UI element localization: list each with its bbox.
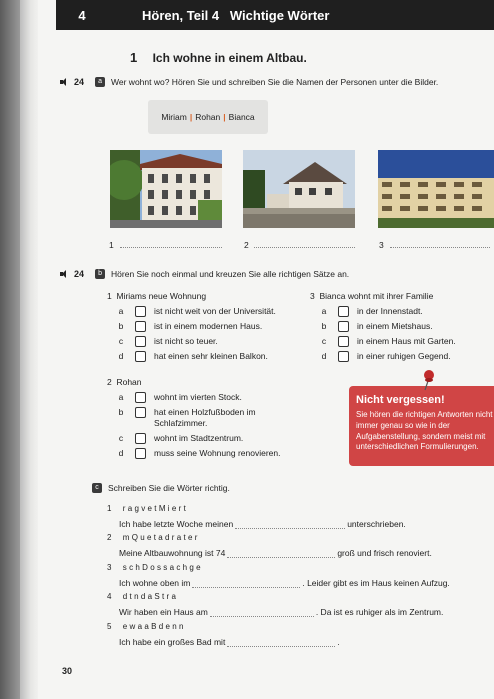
checkbox[interactable] [135, 448, 146, 459]
answer-blank-2[interactable] [227, 549, 335, 558]
answer-blank-5[interactable] [227, 638, 335, 647]
q3-option-d[interactable]: d in einer ruhigen Gegend. [321, 351, 451, 361]
checkbox[interactable] [135, 336, 146, 347]
checkbox[interactable] [135, 306, 146, 317]
audio-track-number: 24 [74, 269, 85, 279]
q2-option-a[interactable]: a wohnt im vierten Stock. [118, 392, 242, 402]
checkbox[interactable] [135, 433, 146, 444]
note-body: Sie hören die richtigen Antworten nicht immer genau so wie in der Aufgabenstellung, sondern meist mit unterschiedlichen Formulierungen. [356, 410, 493, 452]
photo-house-garden [243, 150, 355, 228]
task-c-instruction: Schreiben Sie die Wörter richtig. [108, 483, 230, 493]
task-b-row [60, 269, 349, 279]
pushpin-icon [421, 369, 437, 396]
q1-option-a[interactable]: a ist nicht weit von der Universität. [118, 306, 276, 316]
checkbox[interactable] [338, 321, 349, 332]
checkbox[interactable] [338, 336, 349, 347]
photo-apartment-block [378, 150, 494, 228]
q3-option-b[interactable]: b in einem Mietshaus. [321, 321, 433, 331]
task-a-label: a [95, 77, 105, 87]
name-box: Miriam | Rohan | Bianca [148, 100, 268, 134]
q3-option-c[interactable]: c in einem Haus mit Garten. [321, 336, 456, 346]
answer-blank-1[interactable] [235, 520, 345, 529]
answer-blank-3[interactable] [192, 579, 300, 588]
checkbox[interactable] [135, 392, 146, 403]
audio-speaker-icon[interactable] [60, 270, 70, 278]
question-3-title: 3 Bianca wohnt mit ihrer Familie [310, 291, 434, 301]
audio-track-number: 24 [74, 77, 85, 87]
header-title: Hören, Teil 4 Wichtige Wörter [142, 7, 330, 23]
name-bianca: Bianca [228, 112, 255, 122]
checkbox[interactable] [135, 407, 146, 418]
q1-option-d[interactable]: d hat einen sehr kleinen Balkon. [118, 351, 268, 361]
question-1-title: 1 Miriams neue Wohnung [107, 291, 207, 301]
checkbox[interactable] [338, 351, 349, 362]
q2-option-d[interactable]: d muss seine Wohnung renovieren. [118, 448, 281, 458]
scramble-3: 3 schDossachge [107, 563, 203, 572]
section-title-text: Ich wohne in einem Altbau. [152, 51, 307, 65]
q2-option-c[interactable]: c wohnt im Stadtzentrum. [118, 433, 244, 443]
scramble-5: 5 ewaaBdenn [107, 622, 186, 631]
name-rohan: Rohan [195, 112, 221, 122]
photo-number-2: 2 [244, 240, 249, 250]
scramble-4: 4 dtndaStra [107, 592, 179, 601]
photo-number-3: 3 [379, 240, 384, 250]
section-title [130, 50, 307, 65]
workbook-page [38, 0, 494, 699]
section-number: 1 [130, 50, 138, 65]
answer-line-3[interactable] [390, 247, 490, 248]
name-miriam: Miriam [161, 112, 187, 122]
answer-line-1[interactable] [120, 247, 222, 248]
scramble-1: 1 ragvetMiert [107, 504, 189, 513]
page-number: 30 [62, 666, 73, 676]
task-b-label: b [95, 269, 105, 279]
chapter-header [56, 0, 494, 30]
task-c-row [92, 483, 230, 493]
q3-option-a[interactable]: a in der Innenstadt. [321, 306, 423, 316]
sentence-5: Ich habe ein großes Bad mit . [119, 637, 340, 647]
q2-option-b[interactable]: b hat einen Holzfußboden im Schlafzimmer. [118, 407, 256, 429]
audio-speaker-icon[interactable] [60, 78, 70, 86]
note-title: Nicht vergessen! [356, 394, 445, 406]
photo-number-1: 1 [109, 240, 114, 250]
task-c-label: c [92, 483, 102, 493]
sentence-2: Meine Altbauwohnung ist 74 groß und frisch renoviert. [119, 548, 432, 558]
checkbox[interactable] [135, 351, 146, 362]
photo-altbau [110, 150, 222, 228]
answer-line-2[interactable] [254, 247, 355, 248]
task-b-instruction: Hören Sie noch einmal und kreuzen Sie alle richtigen Sätze an. [111, 269, 350, 279]
answer-blank-4[interactable] [210, 608, 314, 617]
scramble-2: 2 mQuetadrater [107, 533, 200, 542]
sentence-1: Ich habe letzte Woche meinen unterschrieben. [119, 519, 406, 529]
q1-option-b[interactable]: b ist in einem modernen Haus. [118, 321, 263, 331]
task-a-instruction: Wer wohnt wo? Hören Sie und schreiben Sie die Namen der Personen unter die Bilder. [111, 77, 439, 87]
chapter-number: 4 [78, 7, 86, 23]
tip-note [349, 386, 494, 466]
checkbox[interactable] [135, 321, 146, 332]
checkbox[interactable] [338, 306, 349, 317]
q1-option-c[interactable]: c ist nicht so teuer. [118, 336, 218, 346]
task-a-row [60, 77, 438, 87]
sentence-4: Wir haben ein Haus am . Da ist es ruhiger als im Zentrum. [119, 607, 444, 617]
question-2-title: 2 Rohan [107, 377, 142, 387]
sentence-3: Ich wohne oben im . Leider gibt es im Haus keinen Aufzug. [119, 578, 450, 588]
